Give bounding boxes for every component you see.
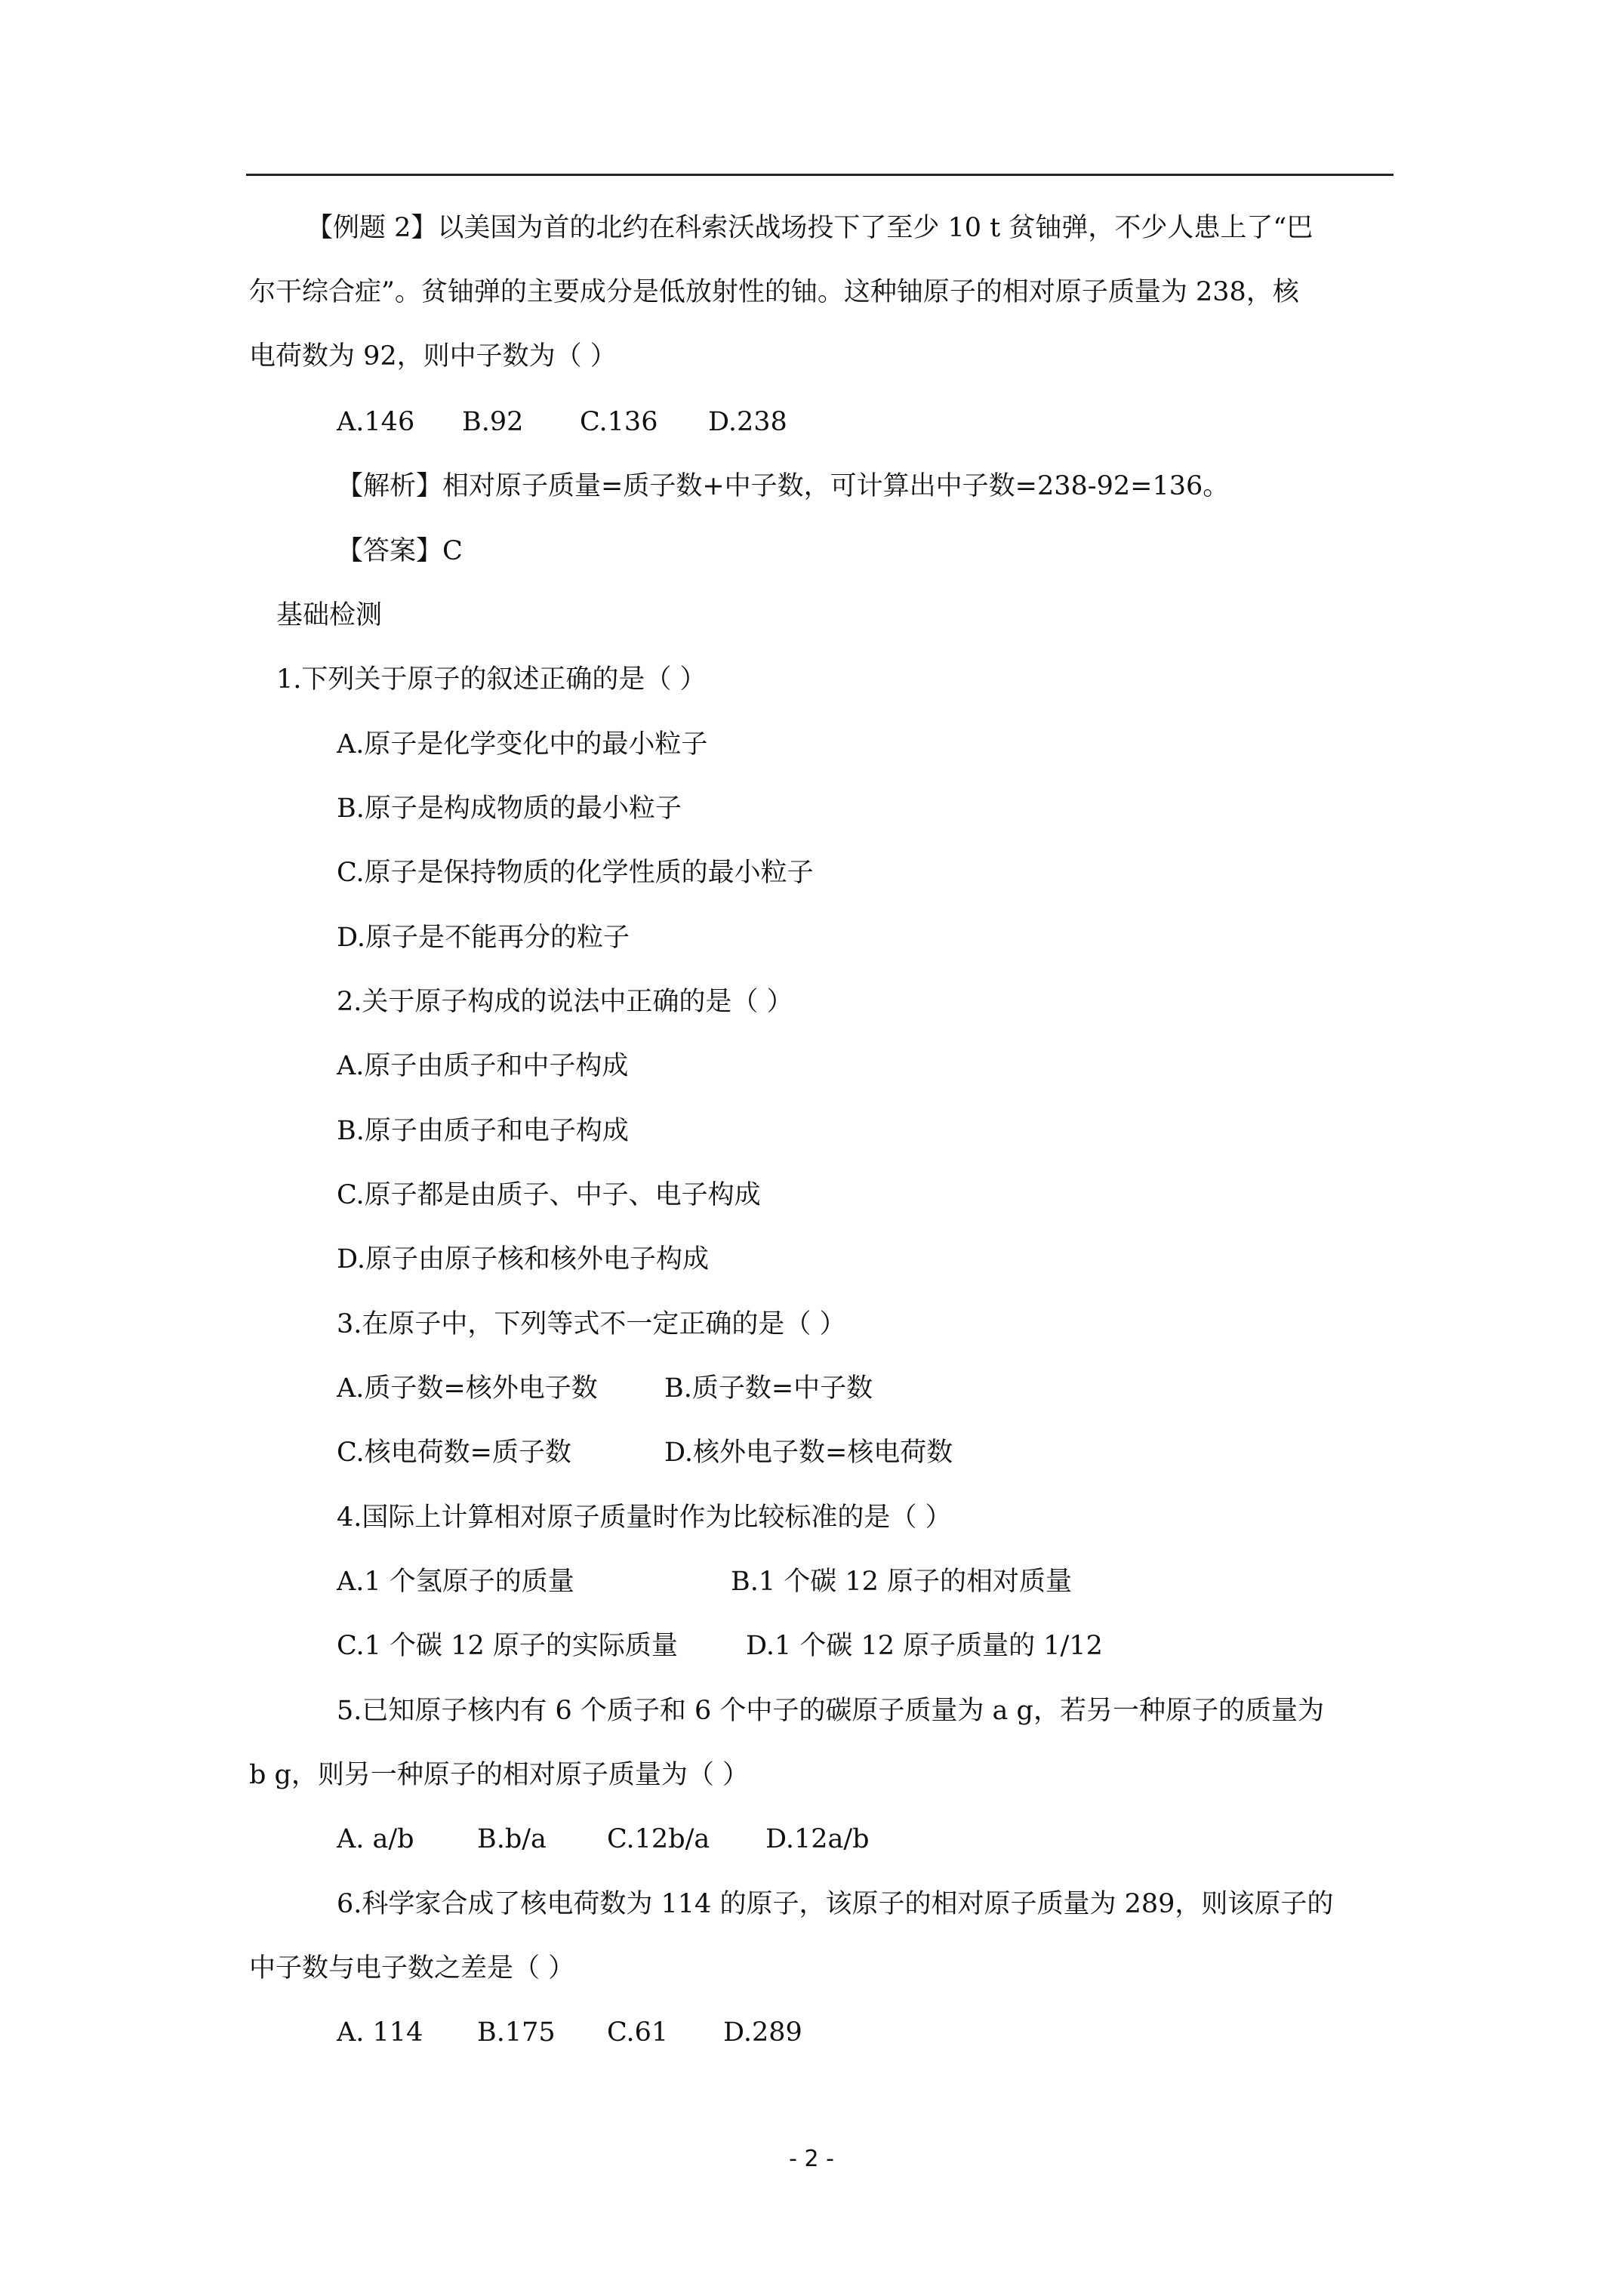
q4-option-d: D.1 个碳 12 原子质量的 1/12: [746, 1631, 1103, 1661]
q1-stem: 1.下列关于原子的叙述正确的是（ ）: [276, 664, 707, 695]
q6-option-d: D.289: [723, 2017, 802, 2048]
q6-text-line-2: 中子数与电子数之差是（ ）: [249, 1953, 575, 1983]
example-option-b: B.92: [462, 407, 524, 437]
q2-option-a: A.原子由质子和中子构成: [337, 1051, 629, 1081]
q6-option-b: B.175: [477, 2017, 556, 2048]
example-text-line-2: 尔干综合症”。贫铀弹的主要成分是低放射性的铀。这种铀原子的相对原子质量为 238，核: [249, 277, 1299, 307]
q1-option-a: A.原子是化学变化中的最小粒子: [337, 729, 708, 760]
q4-option-b: B.1 个碳 12 原子的相对质量: [731, 1567, 1073, 1597]
example-option-c: C.136: [580, 407, 658, 437]
q3-option-a: A.质子数=核外电子数: [337, 1373, 598, 1404]
q2-option-b: B.原子由质子和电子构成: [337, 1116, 629, 1146]
q5-option-b: B.b/a: [477, 1824, 547, 1854]
q2-option-d: D.原子由原子核和核外电子构成: [337, 1244, 709, 1274]
q1-option-c: C.原子是保持物质的化学性质的最小粒子: [337, 858, 814, 888]
q5-option-c: C.12b/a: [607, 1824, 710, 1854]
q3-option-d: D.核外电子数=核电荷数: [664, 1438, 953, 1468]
example-text-line-3: 电荷数为 92，则中子数为（ ）: [249, 341, 617, 371]
q1-option-b: B.原子是构成物质的最小粒子: [337, 794, 682, 824]
example-answer: 【答案】C: [337, 536, 463, 566]
example-option-d: D.238: [708, 407, 787, 437]
example-text-line-1: 【例题 2】以美国为首的北约在科索沃战场投下了至少 10 t 贫铀弹，不少人患上了“巴: [306, 213, 1313, 243]
q1-option-d: D.原子是不能再分的粒子: [337, 923, 630, 953]
q6-text-line-1: 6.科学家合成了核电荷数为 114 的原子，该原子的相对原子质量为 289，则该原子的: [337, 1889, 1334, 1919]
q2-option-c: C.原子都是由质子、中子、电子构成: [337, 1180, 761, 1210]
q4-option-a: A.1 个氢原子的质量: [337, 1567, 574, 1597]
header-rule: [246, 174, 1394, 176]
q6-option-a: A. 114: [337, 2017, 423, 2048]
q6-option-c: C.61: [607, 2017, 669, 2048]
q5-option-d: D.12a/b: [765, 1824, 870, 1854]
q3-option-b: B.质子数=中子数: [664, 1373, 873, 1404]
q5-option-a: A. a/b: [337, 1824, 414, 1854]
q4-stem: 4.国际上计算相对原子质量时作为比较标准的是（ ）: [337, 1502, 952, 1533]
page-number: - 2 -: [789, 2146, 834, 2172]
q3-stem: 3.在原子中，下列等式不一定正确的是（ ）: [337, 1309, 846, 1339]
example-analysis: 【解析】相对原子质量=质子数+中子数，可计算出中子数=238-92=136。: [337, 471, 1230, 501]
example-option-a: A.146: [337, 407, 415, 437]
q3-option-c: C.核电荷数=质子数: [337, 1438, 571, 1468]
q4-option-c: C.1 个碳 12 原子的实际质量: [337, 1631, 678, 1661]
q5-text-line-1: 5.已知原子核内有 6 个质子和 6 个中子的碳原子质量为 a g，若另一种原子的质量为: [337, 1696, 1324, 1726]
q2-stem: 2.关于原子构成的说法中正确的是（ ）: [337, 987, 793, 1017]
q5-text-line-2: b g，则另一种原子的相对原子质量为（ ）: [249, 1760, 750, 1790]
section-title: 基础检测: [276, 600, 383, 630]
